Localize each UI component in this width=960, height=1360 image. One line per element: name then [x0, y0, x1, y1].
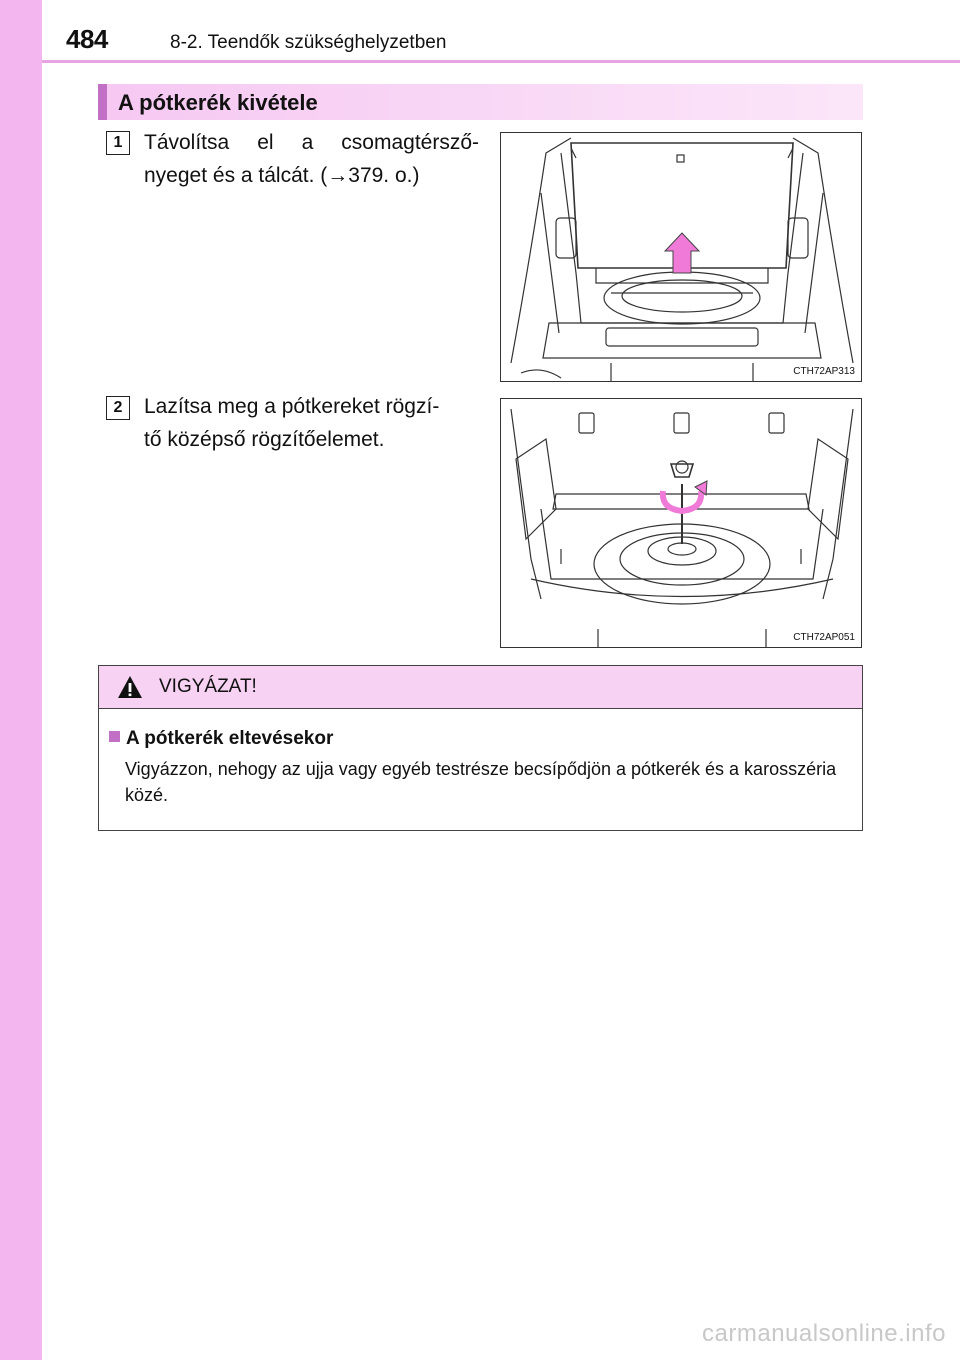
spare-tire-drawing — [501, 399, 862, 648]
page-number: 484 — [66, 24, 108, 54]
caution-subtitle-text: A pótkerék eltevésekor — [126, 728, 334, 749]
step-2-number: 2 — [106, 396, 130, 420]
chapter-title: 8-2. Teendők szükséghelyzetben — [170, 32, 447, 53]
figure-1-code: CTH72AP313 — [793, 366, 855, 377]
side-color-strip — [0, 0, 42, 1360]
warning-icon — [117, 675, 143, 699]
watermark: carmanualsonline.info — [702, 1320, 946, 1347]
figure-2-code: CTH72AP051 — [793, 632, 855, 643]
step-2-line-1: Lazítsa meg a pótkereket rögzí- — [144, 395, 440, 418]
step-1-number: 1 — [106, 131, 130, 155]
caution-header — [99, 666, 862, 709]
header-divider — [42, 60, 960, 63]
section-title: A pótkerék kivétele — [118, 90, 318, 115]
step-1-text — [144, 126, 479, 192]
step-1-line-2: nyeget és a tálcát. (→379. o.) — [144, 164, 420, 187]
caution-label: VIGYÁZAT! — [159, 676, 257, 697]
caution-body: Vigyázzon, nehogy az ujja vagy egyéb testrésze becsípődjön a pótkerék és a karosszéria közé. — [125, 759, 837, 805]
caution-subtitle — [109, 728, 333, 750]
section-accent — [98, 84, 107, 120]
step-1-line-1: Távolítsa el a csomagtérsző- — [144, 131, 479, 154]
step-2-line-2: tő középső rögzítőelemet. — [144, 428, 385, 451]
bullet-square-icon — [109, 731, 120, 742]
section-header — [98, 84, 863, 120]
spare-tire-illustration — [500, 398, 862, 648]
step-2-text — [144, 390, 479, 456]
caution-box — [98, 665, 863, 831]
trunk-illustration — [500, 132, 862, 382]
trunk-drawing — [501, 133, 862, 382]
